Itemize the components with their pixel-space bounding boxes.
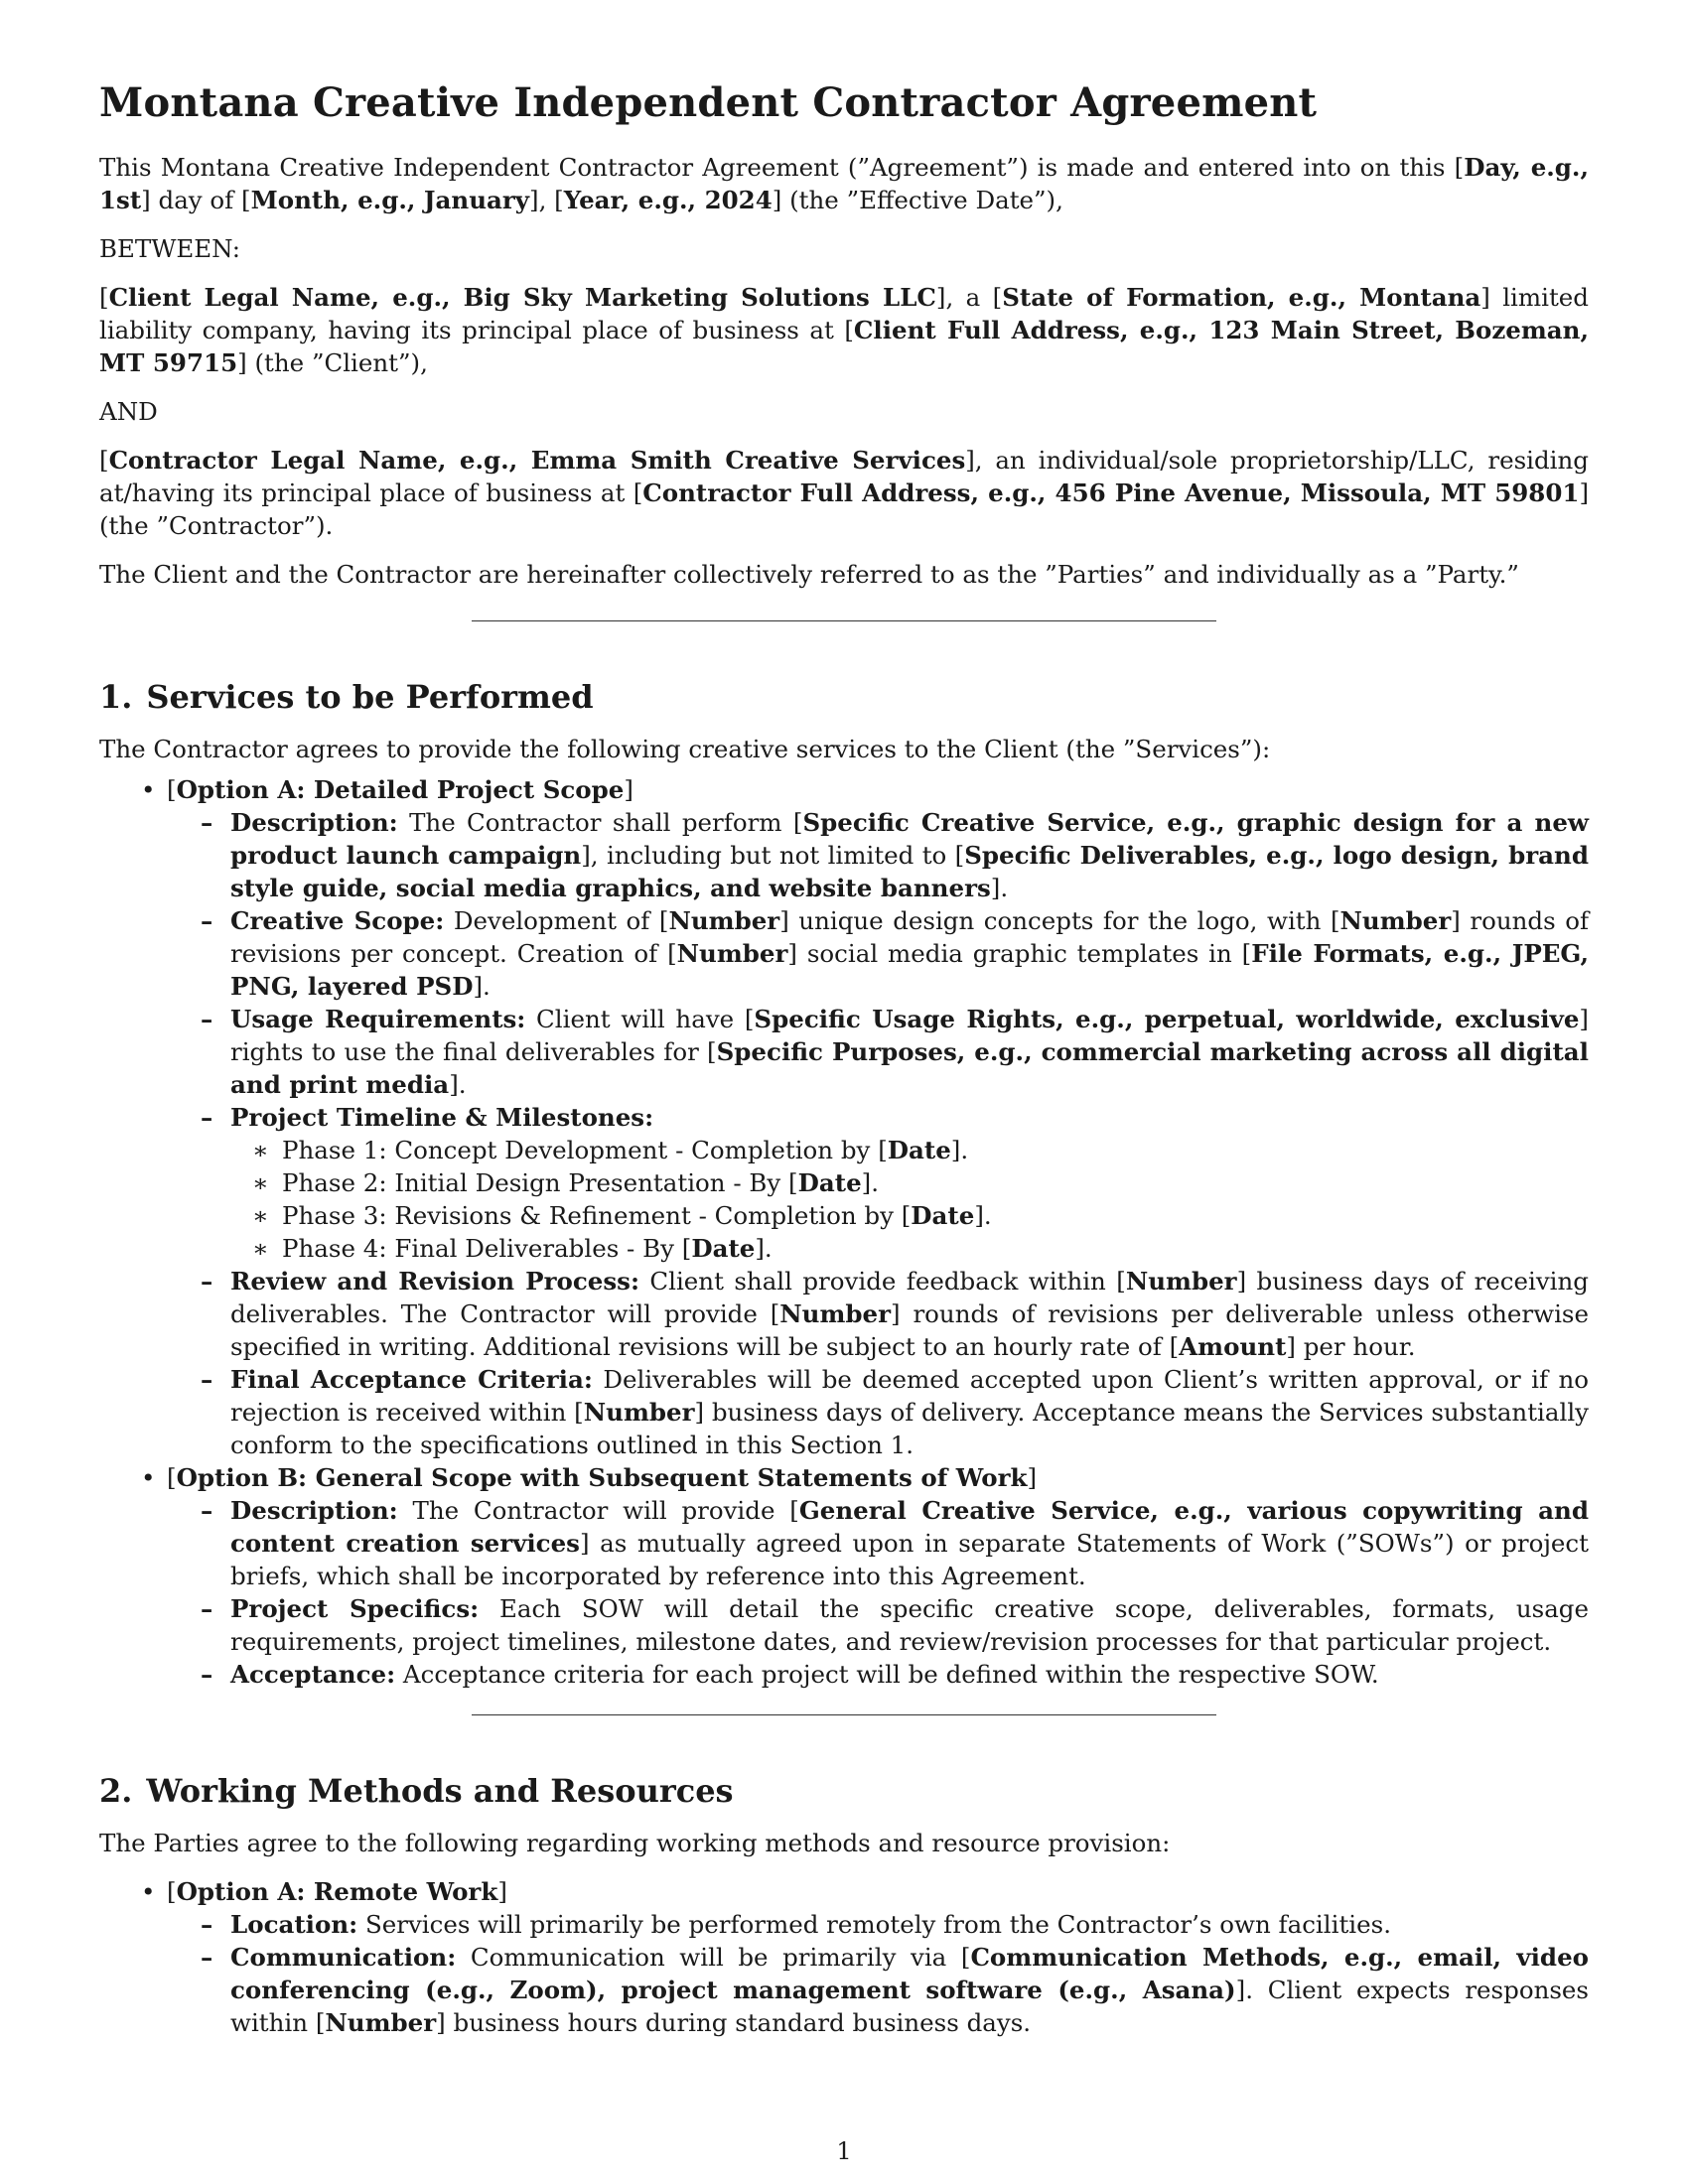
timeline-label: [230, 1103, 653, 1132]
bold-text: Number: [1339, 906, 1452, 935]
bold-text: Number: [668, 906, 780, 935]
bold-text: Client Legal Name, e.g., Big Sky Marketing Solutions LLC: [108, 283, 936, 312]
bold-text: Date: [887, 1136, 951, 1164]
bold-text: Communication Methods, e.g., email, video conferencing (e.g., Zoom), project management software (e.g., Asana): [230, 1943, 1589, 2004]
list-item: – Final Acceptance Criteria: Deliverables will be deemed accepted upon Client’s written approval, or if no rejection is received within [Number] business days of delivery. Acceptance means the Services substantially conform to the specifications outlined in this Section 1.: [199, 1363, 1589, 1461]
option-b-label: [Option B: General Scope with Subsequent Statements of Work]: [167, 1463, 1038, 1492]
list-item: – Project Specifics: Each SOW will detail the specific creative scope, deliverables, formats, usage requirements, project timelines, milestone dates, and review/revision processes for that particular project.: [199, 1592, 1589, 1658]
list-item: – Review and Revision Process: Client shall provide feedback within [Number] business days of receiving deliverables. The Contractor will provide [Number] rounds of revisions per deliverable unless otherwise specified in writing. Additional revisions will be subject to an hourly rate of [Amount] per hour.: [199, 1265, 1589, 1363]
option-a-remote-label: [Option A: Remote Work]: [167, 1877, 507, 1906]
option-a-item: [139, 773, 1589, 1461]
bold-text: Number: [325, 2008, 437, 2037]
bold-text: General Creative Service, e.g., various copywriting and content creation services: [230, 1496, 1589, 1558]
bold-text: Option B: General Scope with Subsequent Statements of Work: [176, 1463, 1028, 1492]
bold-text: Project Specifics:: [230, 1594, 480, 1623]
bold-text: Option A: Remote Work: [176, 1877, 498, 1906]
list-item: – Description: The Contractor shall perform [Specific Creative Service, e.g., graphic design for a new product launch campaign], including but not limited to [Specific Deliverables, e.g., logo design, brand style guide, social media graphics, and website banners].: [199, 806, 1589, 904]
list-item: – Communication: Communication will be primarily via [Communication Methods, e.g., email, video conferencing (e.g., Zoom), project management software (e.g., Asana)]. Client expects responses within [Number] business hours during standard business days.: [199, 1941, 1589, 2039]
bold-text: Specific Creative Service, e.g., graphic design for a new product launch campaign: [230, 808, 1590, 870]
option-b-item: [139, 1461, 1589, 1691]
bold-text: Acceptance:: [230, 1660, 396, 1689]
parties-paragraph: The Client and the Contractor are hereinafter collectively referred to as the ”Parties” and individually as a ”Party.”: [99, 560, 1519, 589]
bold-text: Location:: [230, 1910, 358, 1939]
list-item: – Creative Scope: Development of [Number] unique design concepts for the logo, with [Number] rounds of revisions per concept. Creation of [Number] social media graphic templates in [File Formats, e.g., JPEG, PNG, layered PSD].: [199, 904, 1589, 1003]
bold-text: Review and Revision Process:: [230, 1267, 639, 1296]
bold-text: Specific Usage Rights, e.g., perpetual, worldwide, exclusive: [754, 1005, 1580, 1033]
bold-text: Date: [911, 1201, 975, 1230]
bold-text: Description:: [230, 1496, 398, 1525]
contractor-paragraph: [Contractor Legal Name, e.g., Emma Smith Creative Services], an individual/sole proprietorship/LLC, residing at/having its principal place of business at [Contractor Full Address, e.g., 456 Pine Avenue, Missoula, MT 59801] (the ”Contractor”).: [99, 446, 1589, 540]
bold-text: Day, e.g., 1st: [99, 153, 1589, 214]
page-number: 1: [836, 2137, 852, 2165]
section-2-heading: [99, 1771, 1589, 1811]
milestone-item: ∗ Phase 2: Initial Design Presentation - By [Date].: [250, 1166, 1589, 1199]
working-methods-list: [139, 1875, 1589, 2039]
list-item: – Location: Services will primarily be performed remotely from the Contractor’s own facilities.: [199, 1908, 1589, 1941]
bold-text: Number: [779, 1299, 892, 1328]
bold-text: Option A: Detailed Project Scope: [176, 775, 625, 804]
list-item: – Description: The Contractor will provide [General Creative Service, e.g., various copywriting and content creation services] as mutually agreed upon in separate Statements of Work (”SOWs”) or project briefs, which shall be incorporated by reference into this Agreement.: [199, 1494, 1589, 1592]
milestone-item: ∗ Phase 1: Concept Development - Completion by [Date].: [250, 1134, 1589, 1166]
option-b-sublist: [199, 1494, 1589, 1691]
option-a-label: [Option A: Detailed Project Scope]: [167, 775, 633, 804]
bold-text: Date: [797, 1168, 862, 1197]
remote-work-sublist: [199, 1908, 1589, 2039]
section-divider: [472, 620, 1216, 621]
option-a-sublist: [199, 806, 1589, 1461]
section-1-heading: [99, 677, 1589, 717]
section-2-number: 2.: [99, 1772, 133, 1810]
section-divider: [472, 1714, 1216, 1715]
bold-text: Description:: [230, 808, 398, 837]
between-label: BETWEEN:: [99, 234, 240, 263]
bold-text: Number: [1125, 1267, 1237, 1296]
document-title: Montana Creative Independent Contractor Agreement: [99, 79, 1318, 126]
bold-text: State of Formation, e.g., Montana: [1002, 283, 1481, 312]
bold-text: Month, e.g., January: [250, 186, 530, 214]
milestone-list: [250, 1134, 1589, 1265]
agreement-document: [99, 79, 1589, 2039]
services-options-list: [139, 773, 1589, 1691]
bold-text: Specific Deliverables, e.g., logo design, brand style guide, social media graphics, and website banners: [230, 841, 1590, 902]
bold-text: Number: [676, 939, 788, 968]
bold-text: Client Full Address, e.g., 123 Main Street, Bozeman, MT 59715: [99, 316, 1589, 377]
client-paragraph: [Client Legal Name, e.g., Big Sky Marketing Solutions LLC], a [State of Formation, e.g., Montana] limited liability company, having its principal place of business at [Client Full Address, e.g., 123 Main Street, Bozeman, MT 59715] (the ”Client”),: [99, 283, 1589, 377]
milestone-item: ∗ Phase 3: Revisions & Refinement - Completion by [Date].: [250, 1199, 1589, 1232]
bold-text: Number: [583, 1398, 695, 1427]
section-1-title: Services to be Performed: [146, 678, 594, 716]
bold-text: Year, e.g., 2024: [563, 186, 773, 214]
list-item: – Usage Requirements: Client will have [Specific Usage Rights, e.g., perpetual, worldwide, exclusive] rights to use the final deliverables for [Specific Purposes, e.g., commercial marketing across all digital and print media].: [199, 1003, 1589, 1101]
intro-paragraph: This Montana Creative Independent Contractor Agreement (”Agreement”) is made and entered into on this [Day, e.g., 1st] day of [Month, e.g., January], [Year, e.g., 2024] (the ”Effective Date”),: [99, 153, 1589, 214]
bold-text: Creative Scope:: [230, 906, 445, 935]
milestone-item: ∗ Phase 4: Final Deliverables - By [Date].: [250, 1232, 1589, 1265]
section-2-title: Working Methods and Resources: [146, 1772, 734, 1810]
bold-text: Contractor Full Address, e.g., 456 Pine Avenue, Missoula, MT 59801: [642, 478, 1580, 507]
list-item: [199, 1101, 1589, 1265]
bold-text: Specific Purposes, e.g., commercial marketing across all digital and print media: [230, 1037, 1589, 1099]
option-a-remote-item: [139, 1875, 1589, 2039]
bold-text: Date: [691, 1234, 756, 1263]
bold-text: Amount: [1179, 1332, 1287, 1361]
list-item: – Acceptance: Acceptance criteria for each project will be defined within the respective SOW.: [199, 1658, 1589, 1691]
bold-text: File Formats, e.g., JPEG, PNG, layered PSD: [230, 939, 1589, 1001]
bold-text: Communication:: [230, 1943, 457, 1972]
bold-text: Usage Requirements:: [230, 1005, 526, 1033]
bold-text: Project Timeline & Milestones:: [230, 1103, 654, 1132]
bold-text: Final Acceptance Criteria:: [230, 1365, 593, 1394]
section-1-intro: The Contractor agrees to provide the following creative services to the Client (the ”Services”):: [99, 735, 1271, 763]
bold-text: Contractor Legal Name, e.g., Emma Smith Creative Services: [108, 446, 966, 475]
and-label: AND: [99, 397, 158, 426]
section-1-number: 1.: [99, 678, 133, 716]
section-2-intro: The Parties agree to the following regarding working methods and resource provision:: [99, 1829, 1171, 1857]
